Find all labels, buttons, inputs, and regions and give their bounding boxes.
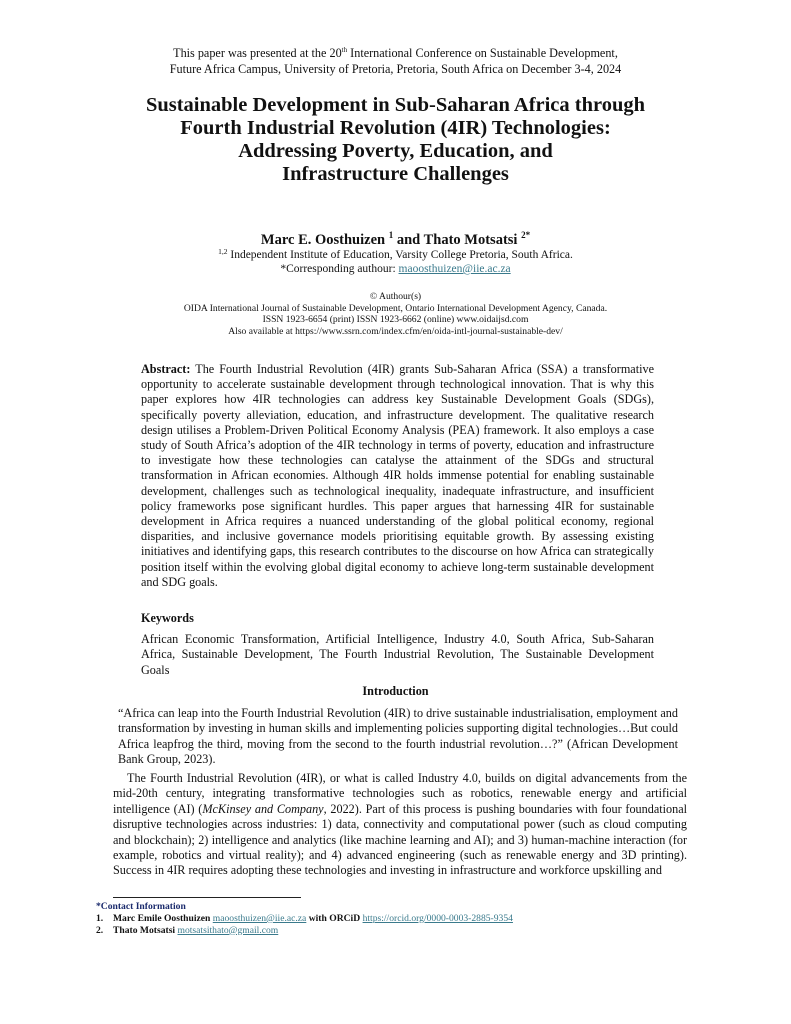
abstract-text: The Fourth Industrial Revolution (4IR) grants Sub-Saharan Africa (SSA) a transformative opportunity to accelerate sustainable development through technological innovation. That is why this paper explores how 4IR technologies can address key Sustainable Development Goals (SDGs), specifically poverty alleviation, education, and infrastructure development. The qualitative research design utilises a Problem-Driven Political Economy Analysis (PEA) framework. It also employs a case study of South Africa’s adoption of the 4IR technology in terms of poverty, education and infrastructure to investigate how these technologies can catalyse the attainment of the SDGs and structural transformation in African economies. Although 4IR holds immense potential for enabling sustainable development, challenges such as technological inequality, inadequate infrastructure, and insufficient policy frameworks pose significant hurdles. This paper argues that harnessing 4IR for sustainable development in Africa requires a nuanced understanding of the global political economy, regional disparities, and inclusive governance models prioritising equitable growth. By assessing existing initiatives and identifying gaps, this research contributes to the discourse on how Africa can strategically position itself within the evolving global digital economy to achieve long-term sustainable development and SDG goals. xyxy=(141,362,654,589)
author-list: Marc E. Oosthuizen $^1$ and Thato Motsatsi $^{2*}$ xyxy=(260,230,531,248)
author-1: Marc E. Oosthuizen xyxy=(260,232,389,248)
contact-email-link[interactable]: motsatsithato@gmail.com xyxy=(177,924,279,936)
publication-info xyxy=(90,291,701,337)
conference-note-line-1: This paper was presented at the 20th International Conference on Sustainable Development, xyxy=(173,46,618,60)
contact-info-heading: *Contact Information xyxy=(96,901,186,912)
footnote-divider xyxy=(113,897,301,898)
abstract-label: Abstract: xyxy=(141,362,191,376)
author-1-affiliation-marker: 1 xyxy=(388,230,394,240)
abstract xyxy=(141,362,654,590)
contact-email-link[interactable]: maoosthuizen@iie.ac.za xyxy=(212,912,307,924)
introduction-heading: Introduction xyxy=(362,684,429,698)
contact-name: Thato Motsatsi xyxy=(113,924,176,936)
introduction-paragraph: The Fourth Industrial Revolution (4IR), or what is called Industry 4.0, builds on digital advancements from the mid-20th century, integrating transformative technologies such as robotics, renewable energy and artificial intelligence (AI) (McKinsey and Company, 2022). Part of this process is pushing boundaries with four foundational disruptive technologies across industries: 1) data, connectivity and computational power (such as cloud computing and blockchain); 2) intelligence and analytics (like machine learning and AI); and 3) human-machine interaction (for example, robotics and virtual reality); and 4) advanced engineering (such as renewable energy and 3D printing). Success in 4IR requires adopting these technologies and investing in infrastructure and workforce upskilling and xyxy=(113,771,687,878)
keywords-heading: Keywords xyxy=(141,611,194,625)
journal-name: OIDA International Journal of Sustainable Development, Ontario International Development Agency, Canada. xyxy=(183,302,608,314)
contact-name: Marc Emile Oosthuizen xyxy=(113,912,211,924)
author-2-affiliation-marker: 2* xyxy=(521,230,531,240)
author-2: Thato Motsatsi xyxy=(423,232,522,248)
paper-title xyxy=(90,94,701,186)
footnotes xyxy=(96,901,696,936)
introduction-quote: “Africa can leap into the Fourth Industrial Revolution (4IR) to drive sustainable industrialisation, employment and transformation by investing in human skills and implementing policies supporting digital technologies…But could Africa leapfrog the third, moving from the second to the fourth industrial revolution…?” (African Development Bank Group, 2023). xyxy=(118,706,678,766)
title-line: Fourth Industrial Revolution (4IR) Technologies: xyxy=(180,117,611,139)
conference-note-line-2: Future Africa Campus, University of Pretoria, Pretoria, South Africa on December 3-4, 2024 xyxy=(169,62,622,76)
title-line: Infrastructure Challenges xyxy=(282,163,509,185)
title-line: Addressing Poverty, Education, and xyxy=(238,140,553,162)
corresponding-author: *Corresponding authour: maoosthuizen@iie.ac.za xyxy=(280,263,511,275)
orcid-link[interactable]: https://orcid.org/0000-0003-2885-9354 xyxy=(362,912,513,924)
conference-note xyxy=(100,45,691,77)
title-line: Sustainable Development in Sub-Saharan Africa through xyxy=(145,94,646,116)
availability-line: Also available at https://www.ssrn.com/index.cfm/en/oida-intl-journal-sustainable-dev/ xyxy=(228,325,563,337)
keywords-text: African Economic Transformation, Artificial Intelligence, Industry 4.0, South Africa, Sub-Saharan Africa, Sustainable Development, The Fourth Industrial Revolution, The Sustainable Development Goals xyxy=(141,632,654,677)
affiliation: $^{1,2}$ Independent Institute of Education, Varsity College Pretoria, South Africa. xyxy=(218,247,573,261)
footnote-item: 2. Thato Motsatsi motsatsithato@gmail.com xyxy=(96,924,279,936)
copyright-notice: © Authour(s) xyxy=(369,291,422,302)
citation: McKinsey and Company xyxy=(202,801,324,816)
footnote-item: 1. Marc Emile Oosthuizen maoosthuizen@iie.ac.za with ORCiD https://orcid.org/0000-0003-2885-9354 xyxy=(96,912,513,924)
superscript: th xyxy=(341,46,348,54)
issn-line: ISSN 1923-6654 (print) ISSN 1923-6662 (online) www.oidaijsd.com xyxy=(262,314,529,325)
corresponding-email-link[interactable]: maoosthuizen@iie.ac.za xyxy=(398,263,511,275)
